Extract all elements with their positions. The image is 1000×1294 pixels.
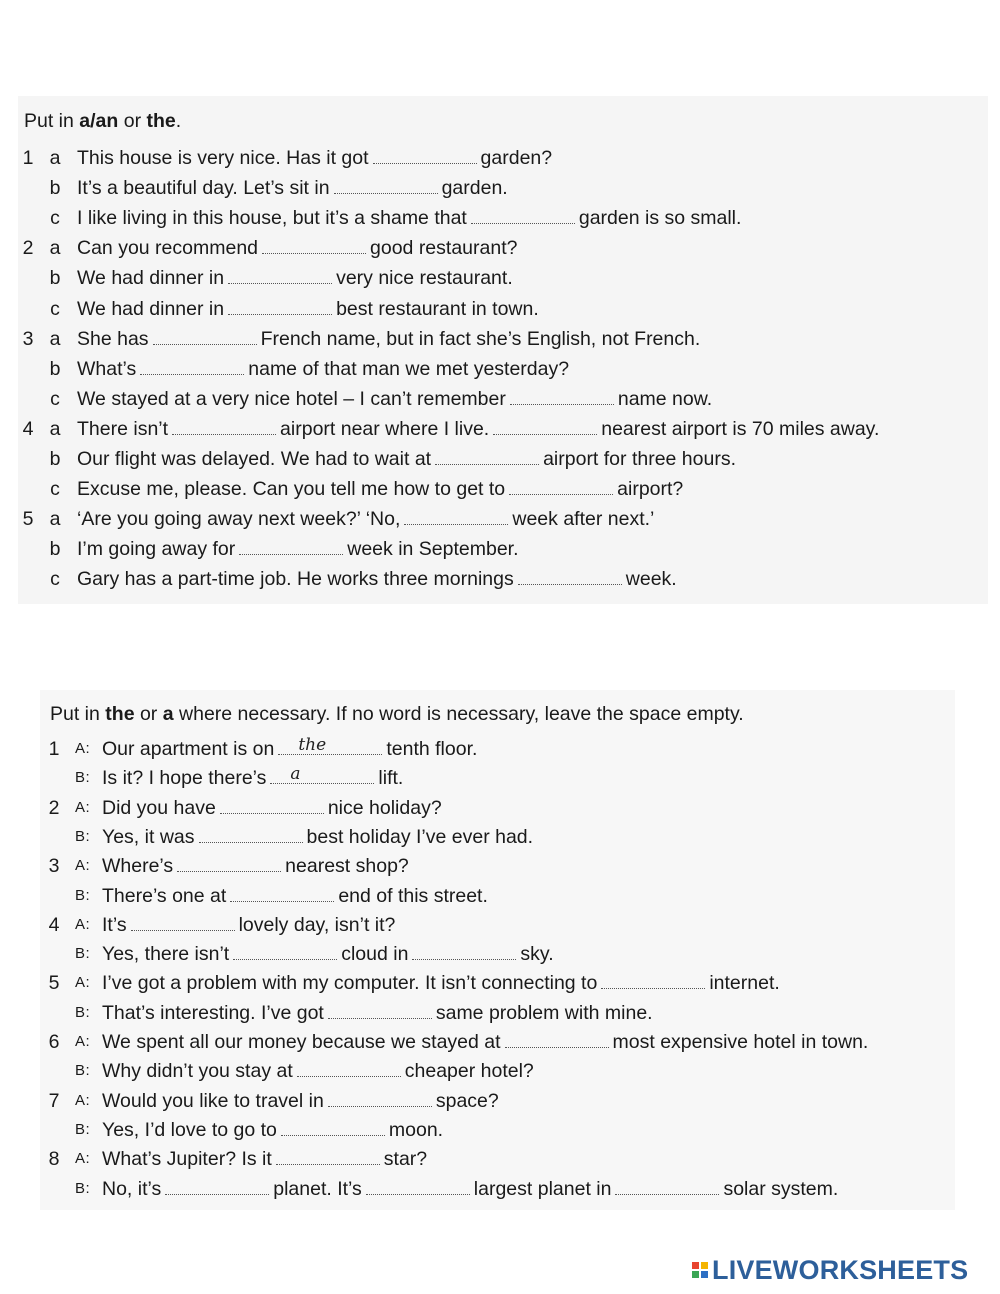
- item-letter: a: [49, 327, 61, 350]
- sentence-part: solar system.: [723, 1177, 839, 1200]
- logo-text: LIVEWORKSHEETS: [712, 1254, 969, 1285]
- speaker-label: B:: [75, 886, 91, 904]
- answer-blank[interactable]: [518, 566, 622, 585]
- sentence: [102, 793, 442, 823]
- item-letter: b: [49, 177, 61, 200]
- answer-blank[interactable]: [177, 853, 281, 872]
- answer-blank[interactable]: [404, 506, 508, 525]
- sentence-part: We had dinner in: [77, 267, 225, 290]
- speaker-label: A:: [75, 1033, 91, 1050]
- sentence-part: Excuse me, please. Can you tell me how to get to: [77, 478, 506, 501]
- sentence-part: garden is so small.: [578, 207, 742, 230]
- sentence-part: Would you like to travel in: [102, 1089, 324, 1112]
- item-number: 3: [22, 327, 34, 350]
- sentence-part: airport for three hours.: [543, 448, 737, 470]
- sentence-part: garden.: [441, 177, 508, 200]
- sentence: [102, 1086, 499, 1116]
- instruction-text: Put in: [50, 703, 106, 725]
- speaker-label: A:: [75, 974, 91, 992]
- sentence: [77, 504, 654, 534]
- sentence-part: It’s: [102, 913, 127, 936]
- item-number: 6: [48, 1031, 60, 1053]
- sentence-part: planet. It’s: [273, 1177, 362, 1200]
- answer-blank[interactable]: [493, 416, 597, 435]
- item-letter: c: [50, 478, 60, 501]
- speaker-label: A:: [75, 740, 91, 757]
- sentence-part: cheaper hotel?: [404, 1060, 534, 1083]
- item-number: 7: [48, 1089, 60, 1112]
- exercise-1-instruction: [24, 110, 181, 133]
- sentence-part: Yes, I’d love to go to: [102, 1118, 277, 1141]
- item-letter: b: [49, 448, 61, 470]
- sentence-part: nearest airport is 70 miles away.: [601, 417, 880, 440]
- logo-square-red: [692, 1262, 699, 1269]
- speaker-label: B:: [75, 1003, 91, 1021]
- sentence-part: good restaurant?: [370, 237, 518, 260]
- sentence-part: Yes, there isn’t: [102, 943, 230, 966]
- sentence-part: Our apartment is on: [102, 738, 275, 760]
- logo-mark-icon: [692, 1262, 708, 1278]
- sentence: [77, 414, 879, 444]
- answer-blank[interactable]: [233, 941, 337, 960]
- answer-blank[interactable]: [601, 970, 705, 989]
- sentence-part: sky.: [520, 943, 554, 966]
- sentence: [77, 324, 700, 354]
- instruction-text: or: [134, 703, 163, 725]
- answer-blank[interactable]: [172, 416, 276, 435]
- sentence-part: week after next.’: [512, 508, 655, 531]
- sentence: [77, 294, 539, 324]
- sentence-part: garden?: [480, 147, 553, 169]
- sentence-part: star?: [383, 1148, 428, 1171]
- sentence-part: cloud in: [341, 943, 409, 966]
- sentence-part: lovely day, isn’t it?: [238, 913, 396, 936]
- item-number: 3: [48, 855, 60, 878]
- sentence-part: We stayed at a very nice hotel – I can’t remember: [77, 387, 506, 410]
- answer-blank[interactable]: [297, 1058, 401, 1077]
- sentence-part: ‘Are you going away next week?’ ‘No,: [77, 508, 401, 531]
- answer-blank[interactable]: [471, 205, 575, 224]
- answer-blank[interactable]: [328, 1088, 432, 1107]
- item-letter: b: [49, 538, 61, 561]
- item-letter: a: [49, 417, 61, 440]
- sentence-part: We had dinner in: [77, 297, 225, 320]
- instruction-bold: the: [105, 703, 135, 725]
- item-letter: b: [49, 267, 61, 290]
- instruction-text: or: [118, 110, 147, 132]
- sentence-part: No, it’s: [102, 1177, 162, 1200]
- sentence: [102, 851, 409, 881]
- answer-blank[interactable]: [412, 941, 516, 960]
- answer-blank[interactable]: [366, 1176, 470, 1195]
- answer-blank[interactable]: [509, 476, 613, 495]
- answer-blank[interactable]: [505, 1029, 609, 1048]
- answer-blank[interactable]: [510, 386, 614, 405]
- item-number: 4: [48, 913, 60, 936]
- sentence: [102, 910, 395, 940]
- answer-blank[interactable]: [165, 1176, 269, 1195]
- sentence-part: internet.: [709, 972, 780, 995]
- item-letter: b: [49, 357, 61, 380]
- instruction-bold: the: [146, 110, 176, 132]
- speaker-label: A:: [75, 798, 91, 816]
- answer-blank[interactable]: [373, 145, 477, 164]
- item-letter: c: [50, 568, 60, 591]
- speaker-label: A:: [75, 915, 91, 933]
- answer-blank[interactable]: [228, 296, 332, 315]
- sentence-part: This house is very nice. Has it got: [77, 147, 369, 169]
- sentence: [102, 734, 477, 764]
- sentence-part: We spent all our money because we stayed at: [102, 1031, 501, 1053]
- item-number: 5: [48, 972, 60, 995]
- sentence-part: airport near where I live.: [280, 417, 490, 440]
- instruction-bold: a/an: [79, 110, 119, 132]
- sentence: [77, 173, 508, 203]
- item-number: 1: [48, 738, 60, 760]
- sentence-part: end of this street.: [338, 884, 488, 907]
- sentence-part: week in September.: [347, 538, 519, 561]
- answer-blank[interactable]: [140, 356, 244, 375]
- sentence-part: There isn’t: [77, 417, 169, 440]
- handwritten-answer: a: [290, 764, 301, 785]
- logo-square-blue: [701, 1271, 708, 1278]
- sentence: [102, 998, 653, 1028]
- sentence: [77, 474, 683, 504]
- answer-blank[interactable]: [276, 1146, 380, 1165]
- sentence: [77, 203, 741, 233]
- item-number: 5: [22, 508, 34, 531]
- sentence-part: Gary has a part-time job. He works three mornings: [77, 568, 514, 591]
- answer-blank[interactable]: [230, 883, 334, 902]
- sentence-part: Why didn’t you stay at: [102, 1060, 293, 1083]
- sentence-part: tenth floor.: [386, 738, 478, 760]
- handwritten-answer: the: [298, 735, 327, 755]
- item-number: 2: [48, 796, 60, 819]
- sentence: [77, 564, 677, 594]
- sentence-part: best holiday I’ve ever had.: [306, 825, 534, 848]
- instruction-text: Put in: [24, 110, 80, 132]
- answer-blank[interactable]: [270, 765, 374, 784]
- sentence: [77, 143, 552, 173]
- sentence-part: nice holiday?: [327, 796, 442, 819]
- speaker-label: A:: [75, 1150, 91, 1168]
- sentence-part: name of that man we met yesterday?: [248, 357, 570, 380]
- instruction-text: where necessary. If no word is necessary, leave the space empty.: [173, 703, 744, 725]
- sentence-part: largest planet in: [473, 1177, 612, 1200]
- speaker-label: B:: [75, 945, 91, 963]
- sentence-part: name now.: [617, 387, 713, 410]
- item-number: 2: [22, 237, 34, 260]
- item-letter: a: [49, 508, 61, 531]
- answer-blank[interactable]: [435, 446, 539, 465]
- answer-blank[interactable]: [153, 326, 257, 345]
- sentence: [102, 1027, 868, 1057]
- sentence-part: week.: [625, 568, 677, 591]
- sentence: [77, 233, 517, 263]
- speaker-label: A:: [75, 1091, 91, 1109]
- item-letter: c: [50, 297, 60, 320]
- answer-blank[interactable]: [131, 912, 235, 931]
- liveworksheets-logo[interactable]: [692, 1254, 968, 1286]
- sentence-part: I’m going away for: [77, 538, 236, 561]
- sentence: [102, 881, 488, 911]
- sentence: [102, 1115, 443, 1145]
- sentence-part: I like living in this house, but it’s a shame that: [77, 207, 467, 230]
- item-letter: a: [49, 237, 61, 260]
- answer-blank[interactable]: [334, 175, 438, 194]
- speaker-label: B:: [75, 1179, 91, 1197]
- sentence: [77, 384, 712, 414]
- sentence-part: French name, but in fact she’s English, not French.: [260, 327, 701, 350]
- sentence-part: moon.: [388, 1118, 444, 1141]
- sentence-part: Our flight was delayed. We had to wait at: [77, 448, 432, 470]
- item-letter: c: [50, 387, 60, 410]
- sentence: [102, 939, 554, 969]
- sentence: [102, 1174, 838, 1204]
- sentence-part: very nice restaurant.: [336, 267, 513, 290]
- item-letter: a: [49, 147, 61, 169]
- item-number: 8: [48, 1148, 60, 1171]
- sentence-part: What’s: [77, 357, 137, 380]
- sentence-part: Where’s: [102, 855, 174, 878]
- item-letter: c: [50, 207, 60, 230]
- sentence: [102, 968, 780, 998]
- logo-square-green: [692, 1271, 699, 1278]
- speaker-label: B:: [75, 827, 91, 845]
- answer-blank[interactable]: [239, 536, 343, 555]
- sentence-part: lift.: [378, 767, 404, 790]
- sentence-part: It’s a beautiful day. Let’s sit in: [77, 177, 330, 200]
- sentence: [102, 1056, 534, 1086]
- sentence-part: best restaurant in town.: [336, 297, 539, 320]
- sentence: [102, 763, 403, 793]
- sentence-part: Did you have: [102, 796, 216, 819]
- sentence-part: She has: [77, 327, 149, 350]
- sentence-part: Yes, it was: [102, 825, 195, 848]
- sentence-part: nearest shop?: [285, 855, 409, 878]
- sentence-part: I’ve got a problem with my computer. It isn’t connecting to: [102, 972, 598, 995]
- answer-blank[interactable]: [328, 1000, 432, 1019]
- logo-square-yellow: [701, 1262, 708, 1269]
- answer-blank[interactable]: [278, 736, 382, 755]
- instruction-text: .: [175, 110, 182, 132]
- exercise-2-instruction: [50, 703, 744, 726]
- answer-blank[interactable]: [262, 235, 366, 254]
- sentence: [77, 444, 736, 474]
- sentence: [102, 822, 533, 852]
- item-number: 1: [22, 147, 34, 169]
- instruction-bold: a: [162, 703, 174, 725]
- answer-blank[interactable]: [615, 1176, 719, 1195]
- answer-blank[interactable]: [281, 1117, 385, 1136]
- sentence: [77, 354, 569, 384]
- sentence-part: space?: [435, 1089, 499, 1112]
- sentence-part: airport?: [617, 478, 684, 501]
- sentence-part: What’s Jupiter? Is it: [102, 1148, 272, 1171]
- sentence: [77, 263, 513, 293]
- speaker-label: B:: [75, 1120, 91, 1138]
- sentence-part: Is it? I hope there’s: [102, 767, 267, 790]
- sentence-part: There’s one at: [102, 884, 227, 907]
- sentence: [102, 1144, 427, 1174]
- speaker-label: B:: [75, 769, 91, 787]
- sentence-part: most expensive hotel in town.: [612, 1031, 869, 1053]
- sentence-part: Can you recommend: [77, 237, 259, 260]
- speaker-label: B:: [75, 1062, 91, 1080]
- answer-blank[interactable]: [228, 265, 332, 284]
- sentence-part: That’s interesting. I’ve got: [102, 1001, 324, 1024]
- sentence: [77, 534, 519, 564]
- speaker-label: A:: [75, 857, 91, 875]
- answer-blank[interactable]: [220, 795, 324, 814]
- sentence-part: same problem with mine.: [435, 1001, 653, 1024]
- item-number: 4: [22, 417, 34, 440]
- answer-blank[interactable]: [199, 824, 303, 843]
